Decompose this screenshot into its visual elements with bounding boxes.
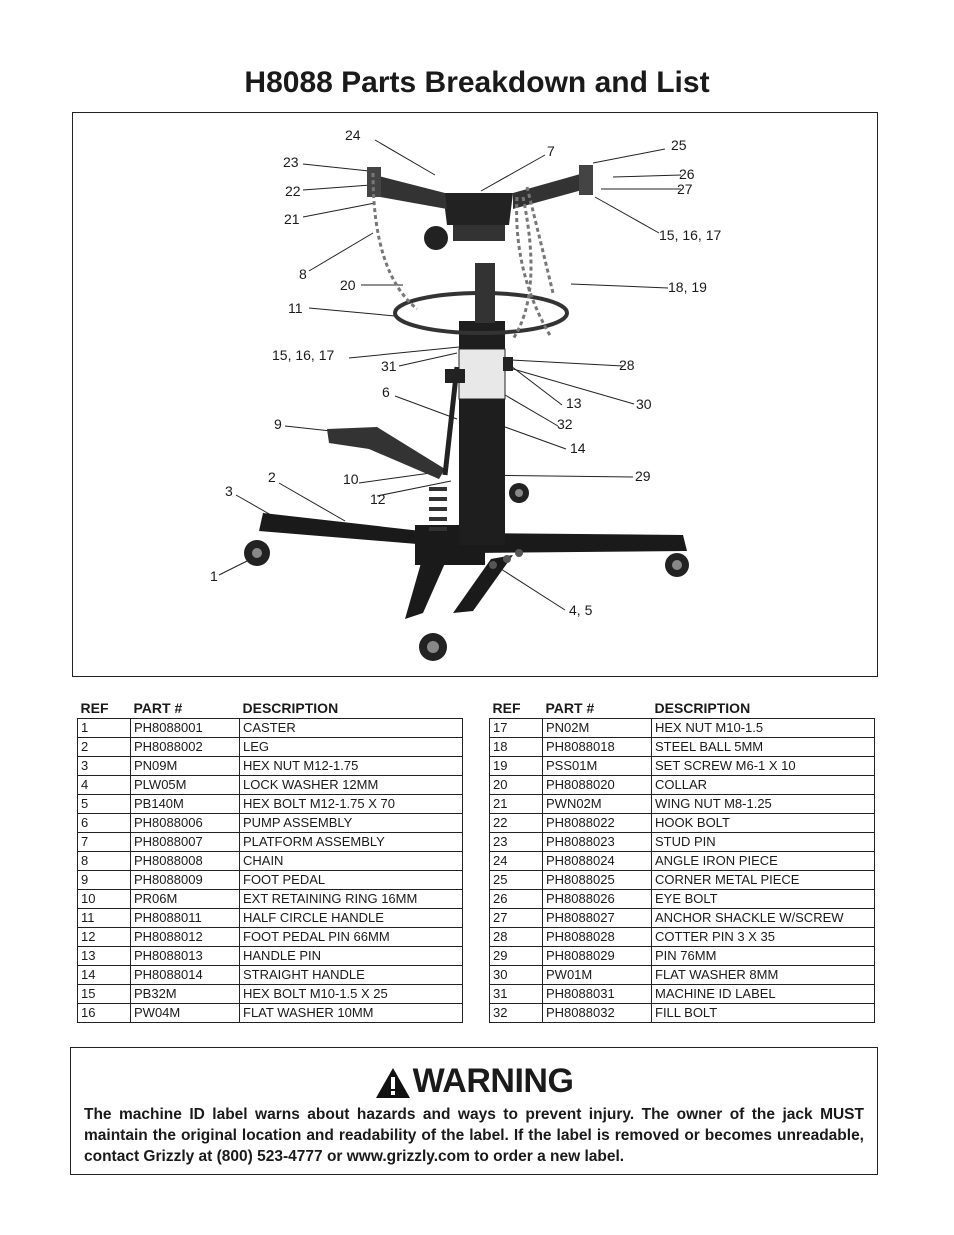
ref-cell: 16 [78,1004,131,1023]
part-number-cell: PH8088007 [131,833,240,852]
ref-cell: 27 [490,909,543,928]
part-number-cell: PH8088025 [543,871,652,890]
ref-cell: 31 [490,985,543,1004]
callout-24: 24 [345,127,361,143]
description-cell: FOOT PEDAL PIN 66MM [240,928,463,947]
ref-cell: 5 [78,795,131,814]
callout-22: 22 [285,183,301,199]
ref-cell: 23 [490,833,543,852]
table-row [490,966,875,985]
callout-15-16-17-top: 15, 16, 17 [659,227,722,243]
callout-20: 20 [340,277,356,293]
description-cell: WING NUT M8-1.25 [652,795,875,814]
warning-box [70,1047,878,1175]
callout-14: 14 [570,440,586,456]
saddle-block [443,193,513,225]
description-cell: PUMP ASSEMBLY [240,814,463,833]
desc-header: DESCRIPTION [654,699,751,716]
ref-cell: 10 [78,890,131,909]
callout-4-5: 4, 5 [569,602,593,618]
ref-header: REF [80,699,109,716]
table-row [78,928,463,947]
table-row [78,852,463,871]
table-row [490,795,875,814]
part-number-cell: PH8088011 [131,909,240,928]
warning-text: The machine ID label warns about hazards and ways to prevent injury. The owner of the jack MUST maintain the original location and readability of the label. If the label is removed or becomes unreadable, contact Grizzly at (800) 523-4777 or www.grizzly.com to order a new label. [84,1106,864,1165]
part-number-cell: PLW05M [131,776,240,795]
table-row [490,928,875,947]
table-row [490,852,875,871]
part-number-cell: PH8088013 [131,947,240,966]
part-number-cell: PH8088031 [543,985,652,1004]
table-row [78,795,463,814]
description-cell: PLATFORM ASSEMBLY [240,833,463,852]
ref-cell: 30 [490,966,543,985]
description-cell: MACHINE ID LABEL [652,985,875,1004]
callout-13: 13 [566,395,582,411]
part-number-cell: PR06M [131,890,240,909]
table-row [490,890,875,909]
description-cell: PIN 76MM [652,947,875,966]
wing-nut [424,226,448,250]
table-row [490,871,875,890]
table-row [490,738,875,757]
part-number-cell: PN09M [131,757,240,776]
description-cell: LOCK WASHER 12MM [240,776,463,795]
table-row [490,909,875,928]
ref-cell: 3 [78,757,131,776]
callout-27: 27 [677,181,693,197]
table-row [78,776,463,795]
part-number-cell: PH8088009 [131,871,240,890]
part-number-cell: PW04M [131,1004,240,1023]
part-number-cell: PH8088014 [131,966,240,985]
ref-cell: 7 [78,833,131,852]
description-cell: EXT RETAINING RING 16MM [240,890,463,909]
parts-table-right [489,697,875,1023]
part-number-cell: PH8088027 [543,909,652,928]
table-row [78,814,463,833]
ref-cell: 26 [490,890,543,909]
description-cell: CHAIN [240,852,463,871]
callout-32: 32 [557,416,573,432]
ref-cell: 20 [490,776,543,795]
ref-header: REF [492,699,521,716]
callout-12: 12 [370,491,386,507]
part-number-cell: PSS01M [543,757,652,776]
part-number-cell: PH8088008 [131,852,240,871]
callout-6: 6 [382,384,390,400]
part-number-cell: PH8088029 [543,947,652,966]
table-row [78,966,463,985]
callout-26: 26 [679,166,695,182]
description-cell: HEX BOLT M12-1.75 X 70 [240,795,463,814]
ref-cell: 18 [490,738,543,757]
ref-cell: 9 [78,871,131,890]
part-number-cell: PH8088024 [543,852,652,871]
table-row [490,1004,875,1023]
ref-cell: 28 [490,928,543,947]
table-row [78,719,463,738]
description-cell: HEX NUT M12-1.75 [240,757,463,776]
description-cell: STRAIGHT HANDLE [240,966,463,985]
callout-21: 21 [284,211,300,227]
callout-3: 3 [225,483,233,499]
callout-18-19: 18, 19 [668,279,707,295]
part-number-cell: PH8088018 [543,738,652,757]
return-spring [429,489,447,529]
parts-diagram [72,112,878,677]
callout-10: 10 [343,471,359,487]
description-cell: FOOT PEDAL [240,871,463,890]
callout-29: 29 [635,468,651,484]
callout-1: 1 [210,568,218,584]
ref-cell: 8 [78,852,131,871]
callout-25: 25 [671,137,687,153]
part-number-cell: PWN02M [543,795,652,814]
table-row [78,757,463,776]
callout-2: 2 [268,469,276,485]
callout-31: 31 [381,358,397,374]
ref-cell: 12 [78,928,131,947]
callout-23: 23 [283,154,299,170]
table-row [78,909,463,928]
part-number-cell: PW01M [543,966,652,985]
ref-cell: 2 [78,738,131,757]
ref-cell: 6 [78,814,131,833]
callout-28: 28 [619,357,635,373]
part-number-cell: PH8088022 [543,814,652,833]
warning-heading-text: WARNING [412,1062,574,1100]
description-cell: HOOK BOLT [652,814,875,833]
description-cell: HEX NUT M10-1.5 [652,719,875,738]
ref-cell: 17 [490,719,543,738]
part-number-cell: PH8088028 [543,928,652,947]
description-cell: HANDLE PIN [240,947,463,966]
callout-15-16-17-mid: 15, 16, 17 [272,347,335,363]
ref-cell: 25 [490,871,543,890]
table-row [490,833,875,852]
callout-11: 11 [288,300,303,316]
desc-header: DESCRIPTION [242,699,339,716]
ref-cell: 11 [78,909,131,928]
part-number-cell: PH8088026 [543,890,652,909]
ref-cell: 14 [78,966,131,985]
ref-cell: 29 [490,947,543,966]
part-number-cell: PH8088002 [131,738,240,757]
description-cell: COTTER PIN 3 X 35 [652,928,875,947]
part-number-cell: PH8088012 [131,928,240,947]
ref-cell: 32 [490,1004,543,1023]
callout-8: 8 [299,266,307,282]
part-number-cell: PH8088023 [543,833,652,852]
ref-cell: 4 [78,776,131,795]
table-row [78,738,463,757]
table-row [490,814,875,833]
part-header: PART # [133,699,183,716]
description-cell: HALF CIRCLE HANDLE [240,909,463,928]
table-row [490,757,875,776]
description-cell: CORNER METAL PIECE [652,871,875,890]
part-number-cell: PB140M [131,795,240,814]
part-number-cell: PB32M [131,985,240,1004]
callout-7: 7 [547,143,555,159]
warning-triangle-icon [375,1067,411,1099]
description-cell: ANCHOR SHACKLE W/SCREW [652,909,875,928]
table-row [78,1004,463,1023]
description-cell: HEX BOLT M10-1.5 X 25 [240,985,463,1004]
ref-cell: 19 [490,757,543,776]
description-cell: FILL BOLT [652,1004,875,1023]
part-number-cell: PH8088001 [131,719,240,738]
ref-cell: 21 [490,795,543,814]
description-cell: FLAT WASHER 10MM [240,1004,463,1023]
description-cell: ANGLE IRON PIECE [652,852,875,871]
id-label [459,349,505,399]
table-row [490,947,875,966]
table-row [490,719,875,738]
description-cell: STUD PIN [652,833,875,852]
description-cell: LEG [240,738,463,757]
table-row [490,776,875,795]
description-cell: CASTER [240,719,463,738]
part-number-cell: PH8088006 [131,814,240,833]
parts-table-left [77,697,463,1023]
ref-cell: 13 [78,947,131,966]
ref-cell: 15 [78,985,131,1004]
part-number-cell: PN02M [543,719,652,738]
ref-cell: 22 [490,814,543,833]
description-cell: EYE BOLT [652,890,875,909]
callout-30: 30 [636,396,652,412]
jack-illustration [73,113,879,678]
part-header: PART # [545,699,595,716]
ref-cell: 1 [78,719,131,738]
part-number-cell: PH8088032 [543,1004,652,1023]
part-number-cell: PH8088020 [543,776,652,795]
description-cell: SET SCREW M6-1 X 10 [652,757,875,776]
table-row [78,985,463,1004]
description-cell: STEEL BALL 5MM [652,738,875,757]
table-row [78,947,463,966]
table-row [78,890,463,909]
table-row [490,985,875,1004]
description-cell: COLLAR [652,776,875,795]
warning-heading [71,1062,877,1101]
description-cell: FLAT WASHER 8MM [652,966,875,985]
page-title: H8088 Parts Breakdown and List [244,66,710,99]
callout-9: 9 [274,416,282,432]
ref-cell: 24 [490,852,543,871]
table-row [78,833,463,852]
table-row [78,871,463,890]
